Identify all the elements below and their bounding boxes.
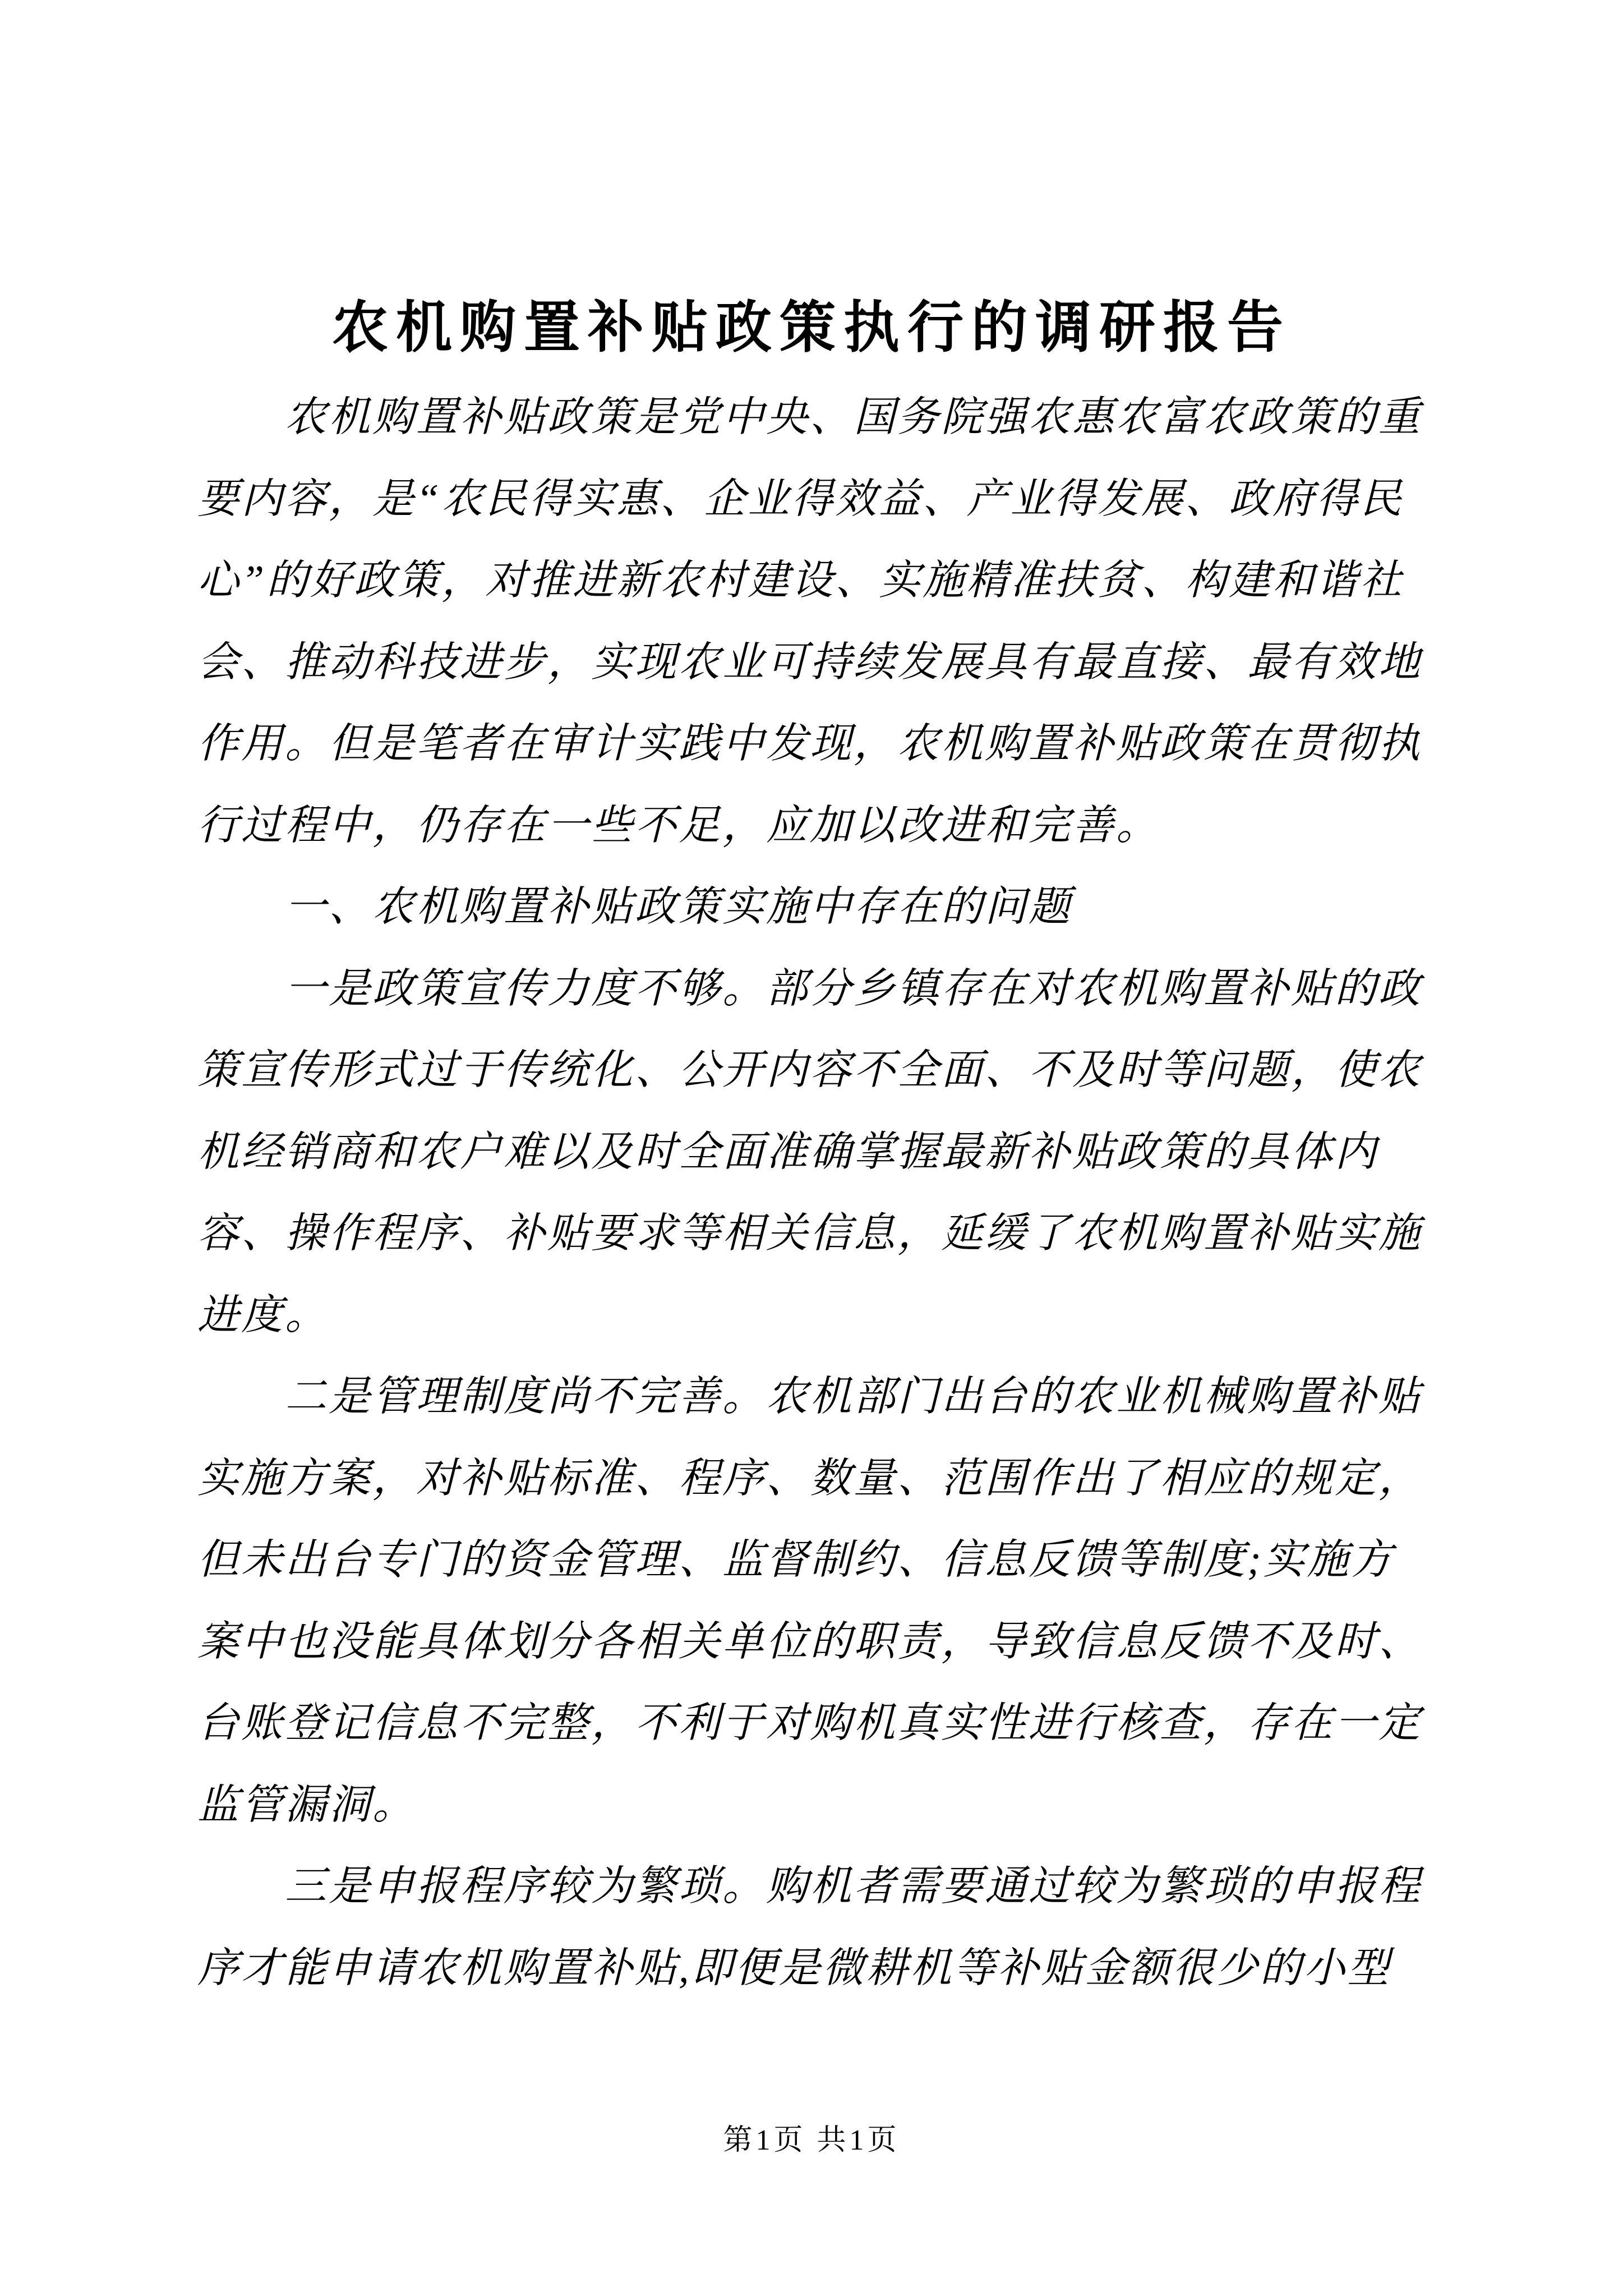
page-number-label: 第1页 共1页 — [723, 2124, 900, 2156]
body-line: 一、农机购置补贴政策实施中存在的问题 — [285, 884, 1072, 930]
body-line: 容、操作程序、补贴要求等相关信息，延缓了农机购置补贴实施 — [197, 1211, 1422, 1257]
body-line: 行过程中，仍存在一些不足，应加以改进和完善。 — [197, 802, 1160, 849]
body-line: 会、推动科技进步，实现农业可持续发展具有最直接、最有效地 — [197, 639, 1422, 685]
document-body — [197, 377, 1428, 2009]
body-line: 二是管理制度尚不完善。农机部门出台的农业机械购置补贴 — [285, 1374, 1422, 1420]
body-line: 实施方案，对补贴标准、程序、数量、范围作出了相应的规定， — [197, 1455, 1422, 1502]
body-line: 但未出台专门的资金管理、监督制约、信息反馈等制度;实施方 — [197, 1537, 1395, 1583]
body-line: 监管漏洞。 — [197, 1782, 416, 1828]
body-line: 心”的好政策，对推进新农村建设、实施精准扶贫、构建和谐社 — [197, 558, 1404, 604]
body-line: 策宣传形式过于传统化、公开内容不全面、不及时等问题，使农 — [197, 1047, 1422, 1093]
body-line: 进度。 — [197, 1292, 329, 1338]
body-line: 农机购置补贴政策是党中央、国务院强农惠农富农政策的重 — [285, 394, 1422, 440]
body-line: 一是政策宣传力度不够。部分乡镇存在对农机购置补贴的政 — [285, 965, 1422, 1012]
body-line: 台账登记信息不完整，不利于对购机真实性进行核查，存在一定 — [197, 1700, 1422, 1746]
body-line: 三是申报程序较为繁琐。购机者需要通过较为繁琐的申报程 — [285, 1864, 1422, 1910]
body-line: 要内容，是“农民得实惠、企业得效益、产业得发展、政府得民 — [197, 476, 1404, 522]
body-line: 序才能申请农机购置补贴,即便是微耕机等补贴金额很少的小型 — [197, 1945, 1391, 1991]
body-line: 作用。但是笔者在审计实践中发现，农机购置补贴政策在贯彻执 — [197, 721, 1422, 767]
body-line: 案中也没能具体划分各相关单位的职责，导致信息反馈不及时、 — [197, 1618, 1422, 1665]
body-line: 机经销商和农户难以及时全面准确掌握最新补贴政策的具体内 — [197, 1129, 1378, 1175]
page-footer — [0, 2118, 1623, 2163]
document-title: 农机购置补贴政策执行的调研报告 — [332, 297, 1291, 359]
